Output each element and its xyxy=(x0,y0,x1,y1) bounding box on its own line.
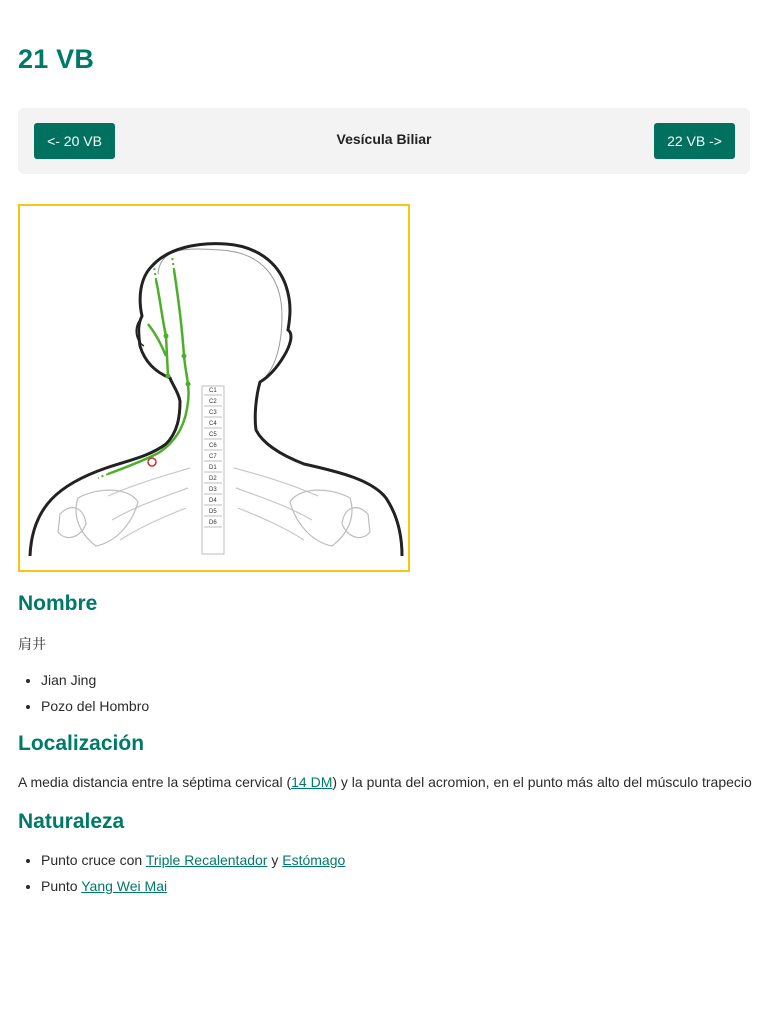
list-item xyxy=(41,876,345,902)
item-prefix: Punto cruce con xyxy=(41,852,146,868)
link-yang-wei-mai[interactable]: Yang Wei Mai xyxy=(81,878,168,894)
vertebra-label: C1 xyxy=(209,388,217,394)
nombre-list xyxy=(18,670,149,722)
meridian-name: Vesícula Biliar xyxy=(336,131,432,147)
vertebra-label: C5 xyxy=(209,432,217,438)
prev-point-button[interactable]: <- 20 VB xyxy=(34,123,115,159)
vertebra-label: C7 xyxy=(209,454,217,460)
vertebra-label: D2 xyxy=(209,476,217,482)
vertebra-label: C2 xyxy=(209,399,217,405)
localizacion-heading: Localización xyxy=(18,732,145,755)
localizacion-text-before: A media distancia entre la séptima cervical ( xyxy=(18,774,292,790)
body-diagram xyxy=(20,206,408,570)
nombre-heading: Nombre xyxy=(18,592,98,615)
list-item: • Pozo del Hombro xyxy=(41,696,149,722)
meridian-point xyxy=(166,374,171,379)
next-point-button[interactable]: 22 VB -> xyxy=(654,123,735,159)
acupoint-illustration xyxy=(18,204,410,572)
naturaleza-list xyxy=(18,850,345,902)
vertebra-label: D3 xyxy=(209,487,217,493)
link-14-dm[interactable]: 14 DM xyxy=(291,774,333,790)
link-estomago[interactable]: Estómago xyxy=(282,852,346,868)
chinese-name: 肩井 xyxy=(18,636,46,652)
item-conjunction: y xyxy=(267,852,283,868)
meridian-navigation xyxy=(18,108,750,174)
vertebra-label: C4 xyxy=(209,421,217,427)
vertebra-label: C6 xyxy=(209,443,217,449)
meridian-point xyxy=(182,354,187,359)
vertebra-label: D1 xyxy=(209,465,217,471)
localizacion-text xyxy=(18,774,752,790)
vertebra-label: C3 xyxy=(209,410,217,416)
item-prefix: Punto xyxy=(41,878,82,894)
vertebra-label: D4 xyxy=(209,498,217,504)
localizacion-text-after: ) y la punta del acromion, en el punto más alto del músculo trapecio xyxy=(332,774,752,790)
meridian-point xyxy=(164,334,169,339)
meridian-point xyxy=(186,382,191,387)
link-triple-recalentador[interactable]: Triple Recalentador xyxy=(145,852,268,868)
naturaleza-heading: Naturaleza xyxy=(18,810,125,833)
list-item: • Jian Jing xyxy=(41,670,149,696)
list-item xyxy=(41,850,345,876)
page-title: 21 VB xyxy=(18,44,95,74)
vertebra-label: D6 xyxy=(209,520,217,526)
vertebra-label: D5 xyxy=(209,509,217,515)
